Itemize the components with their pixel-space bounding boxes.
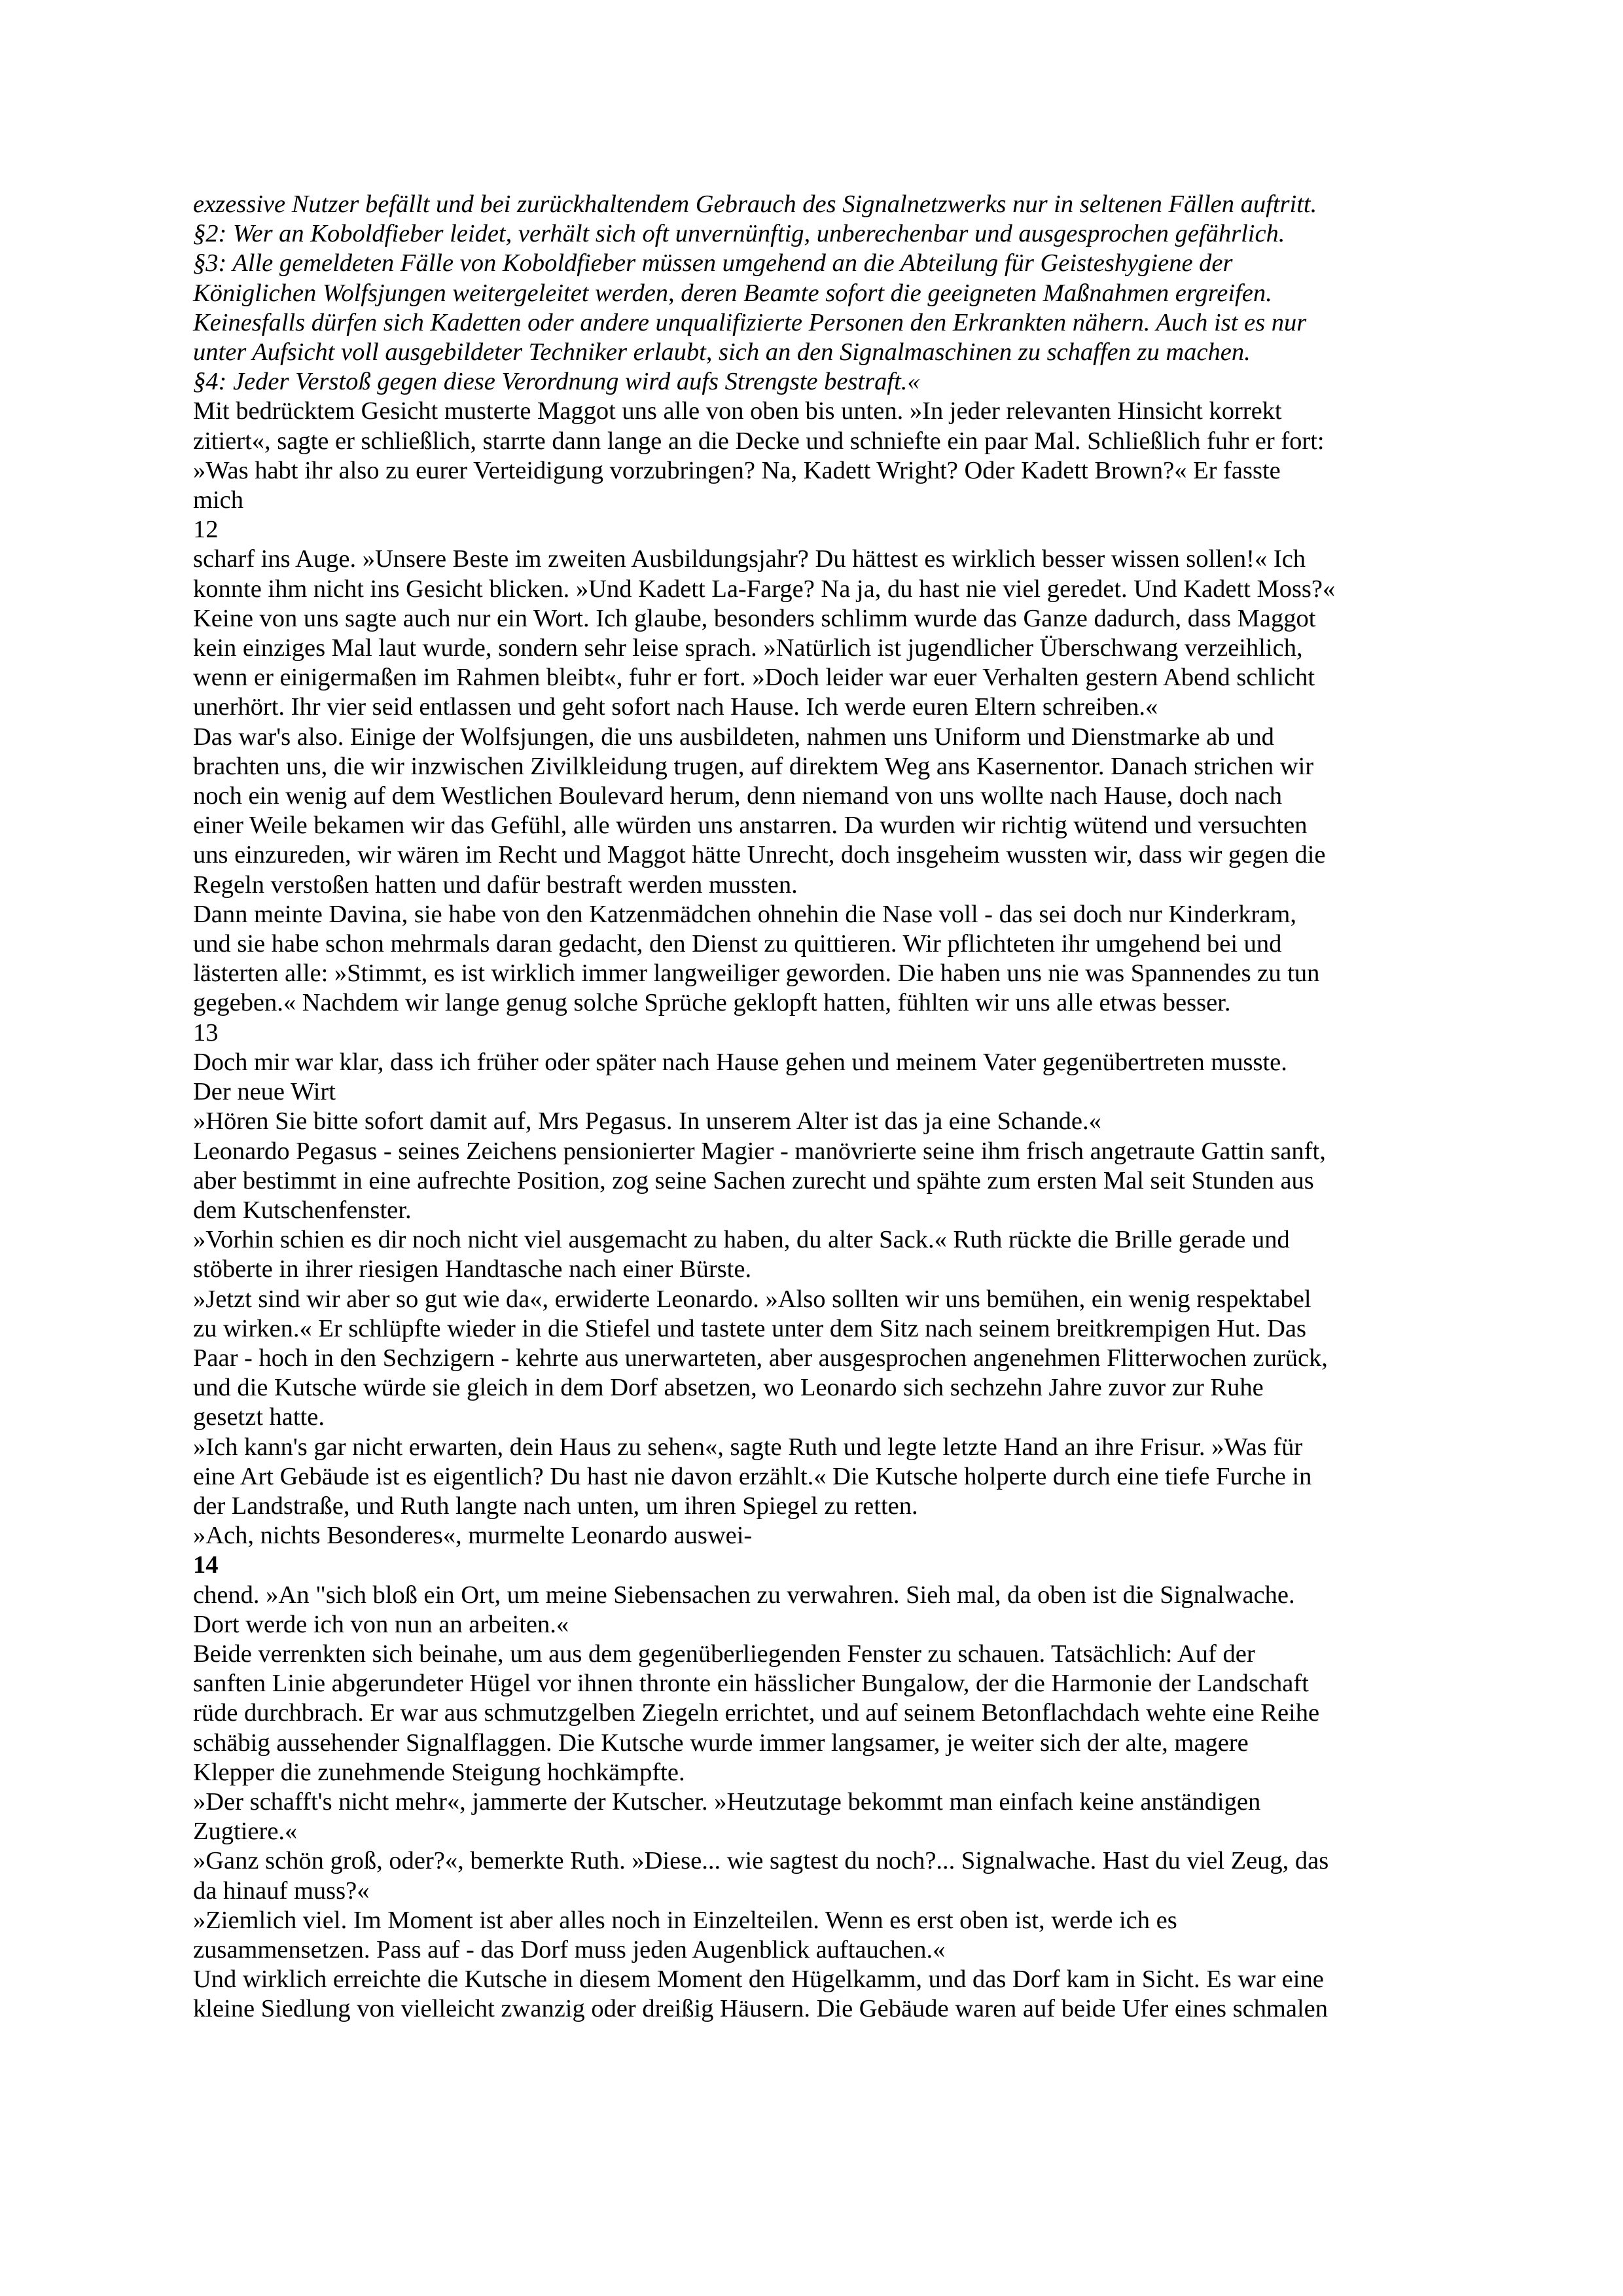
text-line: eine Art Gebäude ist es eigentlich? Du hast nie davon erzählt.« Die Kutsche holperte durch eine tiefe Furche in [193,1462,1312,1490]
text-line: noch ein wenig auf dem Westlichen Boulevard herum, denn niemand von uns wollte nach Hause, doch nach [193,782,1283,810]
page-number: 13 [193,1018,219,1047]
text-line: »Der schafft's nicht mehr«, jammerte der Kutscher. »Heutzutage bekommt man einfach keine anständigen [193,1787,1261,1816]
text-line: kein einziges Mal laut wurde, sondern sehr leise sprach. »Natürlich ist jugendlicher Überschwang verzeihlich, [193,634,1303,662]
text-line: der Landstraße, und Ruth langte nach unten, um ihren Spiegel zu retten. [193,1492,918,1520]
text-line: und die Kutsche würde sie gleich in dem Dorf absetzen, wo Leonardo sich sechzehn Jahre zuvor zur Ruhe [193,1374,1264,1402]
text-line: konnte ihm nicht ins Gesicht blicken. »Und Kadett La-Farge? Na ja, du hast nie viel geredet. Und Kadett Moss?« [193,575,1336,603]
text-line: Und wirklich erreichte die Kutsche in diesem Moment den Hügelkamm, und das Dorf kam in Sicht. Es war eine [193,1965,1324,1994]
text-line: Doch mir war klar, dass ich früher oder später nach Hause gehen und meinem Vater gegenübertreten musste. [193,1048,1287,1076]
text-line: Leonardo Pegasus - seines Zeichens pensionierter Magier - manövrierte seine ihm frisch angetraute Gattin sanft, [193,1137,1326,1165]
text-line: Klepper die zunehmende Steigung hochkämpfte. [193,1758,685,1786]
text-line: »Jetzt sind wir aber so gut wie da«, erwiderte Leonardo. »Also sollten wir uns bemühen, ein wenig respektabel [193,1285,1311,1313]
text-line: Keine von uns sagte auch nur ein Wort. Ich glaube, besonders schlimm wurde das Ganze dadurch, dass Maggot [193,604,1316,632]
text-line: exzessive Nutzer befällt und bei zurückhaltendem Gebrauch des Signalnetzwerks nur in seltenen Fällen auftritt. [193,190,1317,218]
text-line: »Vorhin schien es dir noch nicht viel ausgemacht zu haben, du alter Sack.« Ruth rückte die Brille gerade und [193,1226,1290,1254]
text-line: rüde durchbrach. Er war aus schmutzgelben Ziegeln errichtet, und auf seinem Betonflachdach wehte eine Reihe [193,1699,1320,1727]
text-line: zitiert«, sagte er schließlich, starrte dann lange an die Decke und schniefte ein paar Mal. Schließlich fuhr er fort: [193,427,1325,455]
text-line: §4: Jeder Verstoß gegen diese Verordnung wird aufs Strengste bestraft.« [193,368,920,396]
text-line: brachten uns, die wir inzwischen Zivilkleidung trugen, auf direktem Weg ans Kasernentor. Danach strichen wir [193,752,1314,780]
page-number: 14 [193,1551,219,1579]
text-line: dem Kutschenfenster. [193,1196,412,1224]
text-line: »Ich kann's gar nicht erwarten, dein Haus zu sehen«, sagte Ruth und legte letzte Hand an ihre Frisur. »Was für [193,1433,1303,1461]
text-line: einer Weile bekamen wir das Gefühl, alle würden uns anstarren. Da wurden wir richtig wütend und versuchten [193,812,1308,840]
text-line: lästerten alle: »Stimmt, es ist wirklich immer langweiliger geworden. Die haben uns nie was Spannendes zu tun [193,960,1320,988]
text-line: §2: Wer an Koboldfieber leidet, verhält sich oft unvernünftig, unberechenbar und ausgesprochen gefährlich. [193,220,1285,248]
text-line: »Was habt ihr also zu eurer Verteidigung vorzubringen? Na, Kadett Wright? Oder Kadett Brown?« Er fasste [193,456,1281,484]
text-line: schäbig aussehender Signalflaggen. Die Kutsche wurde immer langsamer, je weiter sich der alte, magere [193,1729,1249,1757]
text-line: scharf ins Auge. »Unsere Beste im zweiten Ausbildungsjahr? Du hättest es wirklich besser wissen sollen!« Ich [193,545,1306,573]
text-line: unter Aufsicht voll ausgebildeter Techniker erlaubt, sich an den Signalmaschinen zu schaffen zu machen. [193,338,1251,367]
chapter-title: Der neue Wirt [193,1078,336,1106]
text-line: Keinesfalls dürfen sich Kadetten oder andere unqualifizierte Personen den Erkrankten nähern. Auch ist es nur [193,308,1307,336]
text-line: Dann meinte Davina, sie habe von den Katzenmädchen ohnehin die Nase voll - das sei doch nur Kinderkram, [193,900,1296,928]
text-line: Regeln verstoßen hatten und dafür bestraft werden mussten. [193,870,798,899]
text-line: stöberte in ihrer riesigen Handtasche nach einer Bürste. [193,1255,752,1283]
text-line: Dort werde ich von nun an arbeiten.« [193,1610,569,1638]
text-line: mich [193,486,243,514]
text-line: wenn er einigermaßen im Rahmen bleibt«, fuhr er fort. »Doch leider war euer Verhalten gestern Abend schlicht [193,664,1315,692]
text-line: gegeben.« Nachdem wir lange genug solche Sprüche geklopft hatten, fühlten wir uns alle etwas besser. [193,989,1231,1017]
text-line: aber bestimmt in eine aufrechte Position, zog seine Sachen zurecht und spähte zum ersten Mal seit Stunden aus [193,1166,1314,1194]
text-line: Beide verrenkten sich beinahe, um aus dem gegenüberliegenden Fenster zu schauen. Tatsächlich: Auf der [193,1640,1255,1668]
text-line: Mit bedrücktem Gesicht musterte Maggot uns alle von oben bis unten. »In jeder relevanten Hinsicht korrekt [193,397,1282,425]
text-line: »Ziemlich viel. Im Moment ist aber alles noch in Einzelteilen. Wenn es erst oben ist, werde ich es [193,1906,1177,1934]
page-number: 12 [193,516,219,544]
text-line: »Hören Sie bitte sofort damit auf, Mrs Pegasus. In unserem Alter ist das ja eine Schande.« [193,1107,1101,1136]
text-line: unerhört. Ihr vier seid entlassen und geht sofort nach Hause. Ich werde euren Eltern schreiben.« [193,693,1158,721]
text-line: kleine Siedlung von vielleicht zwanzig oder dreißig Häusern. Die Gebäude waren auf beide Ufer eines schmalen [193,1995,1328,2023]
text-line: zu wirken.« Er schlüpfte wieder in die Stiefel und tastete unter dem Sitz nach seinem breitkrempigen Hut. Das [193,1314,1306,1342]
body-text [193,190,1436,2024]
text-line: zusammensetzen. Pass auf - das Dorf muss jeden Augenblick auftauchen.« [193,1935,946,1964]
text-line: da hinauf muss?« [193,1876,370,1905]
text-line: »Ganz schön groß, oder?«, bemerkte Ruth. »Diese... wie sagtest du noch?... Signalwache. Hast du viel Zeug, das [193,1847,1329,1875]
text-line: Zugtiere.« [193,1818,298,1846]
text-line: Paar - hoch in den Sechzigern - kehrte aus unerwarteten, aber ausgesprochen angenehmen Flitterwochen zurück, [193,1344,1328,1372]
text-line: gesetzt hatte. [193,1403,325,1431]
text-line: sanften Linie abgerundeter Hügel vor ihnen thronte ein hässlicher Bungalow, der die Harmonie der Landschaft [193,1670,1309,1698]
text-line: §3: Alle gemeldeten Fälle von Koboldfieber müssen umgehend an die Abteilung für Geisteshygiene der [193,249,1233,278]
text-line: »Ach, nichts Besonderes«, murmelte Leonardo auswei- [193,1522,753,1550]
text-line: uns einzureden, wir wären im Recht und Maggot hätte Unrecht, doch insgeheim wussten wir, dass wir gegen die [193,841,1326,869]
text-line: Das war's also. Einige der Wolfsjungen, die uns ausbildeten, nahmen uns Uniform und Dienstmarke ab und [193,723,1274,751]
text-line: chend. »An "sich bloß ein Ort, um meine Siebensachen zu verwahren. Sieh mal, da oben ist die Signalwache. [193,1581,1295,1609]
text-line: und sie habe schon mehrmals daran gedacht, den Dienst zu quittieren. Wir pflichteten ihr umgehend bei und [193,930,1282,958]
text-line: Königlichen Wolfsjungen weitergeleitet werden, deren Beamte sofort die geeigneten Maßnahmen ergreifen. [193,279,1272,307]
